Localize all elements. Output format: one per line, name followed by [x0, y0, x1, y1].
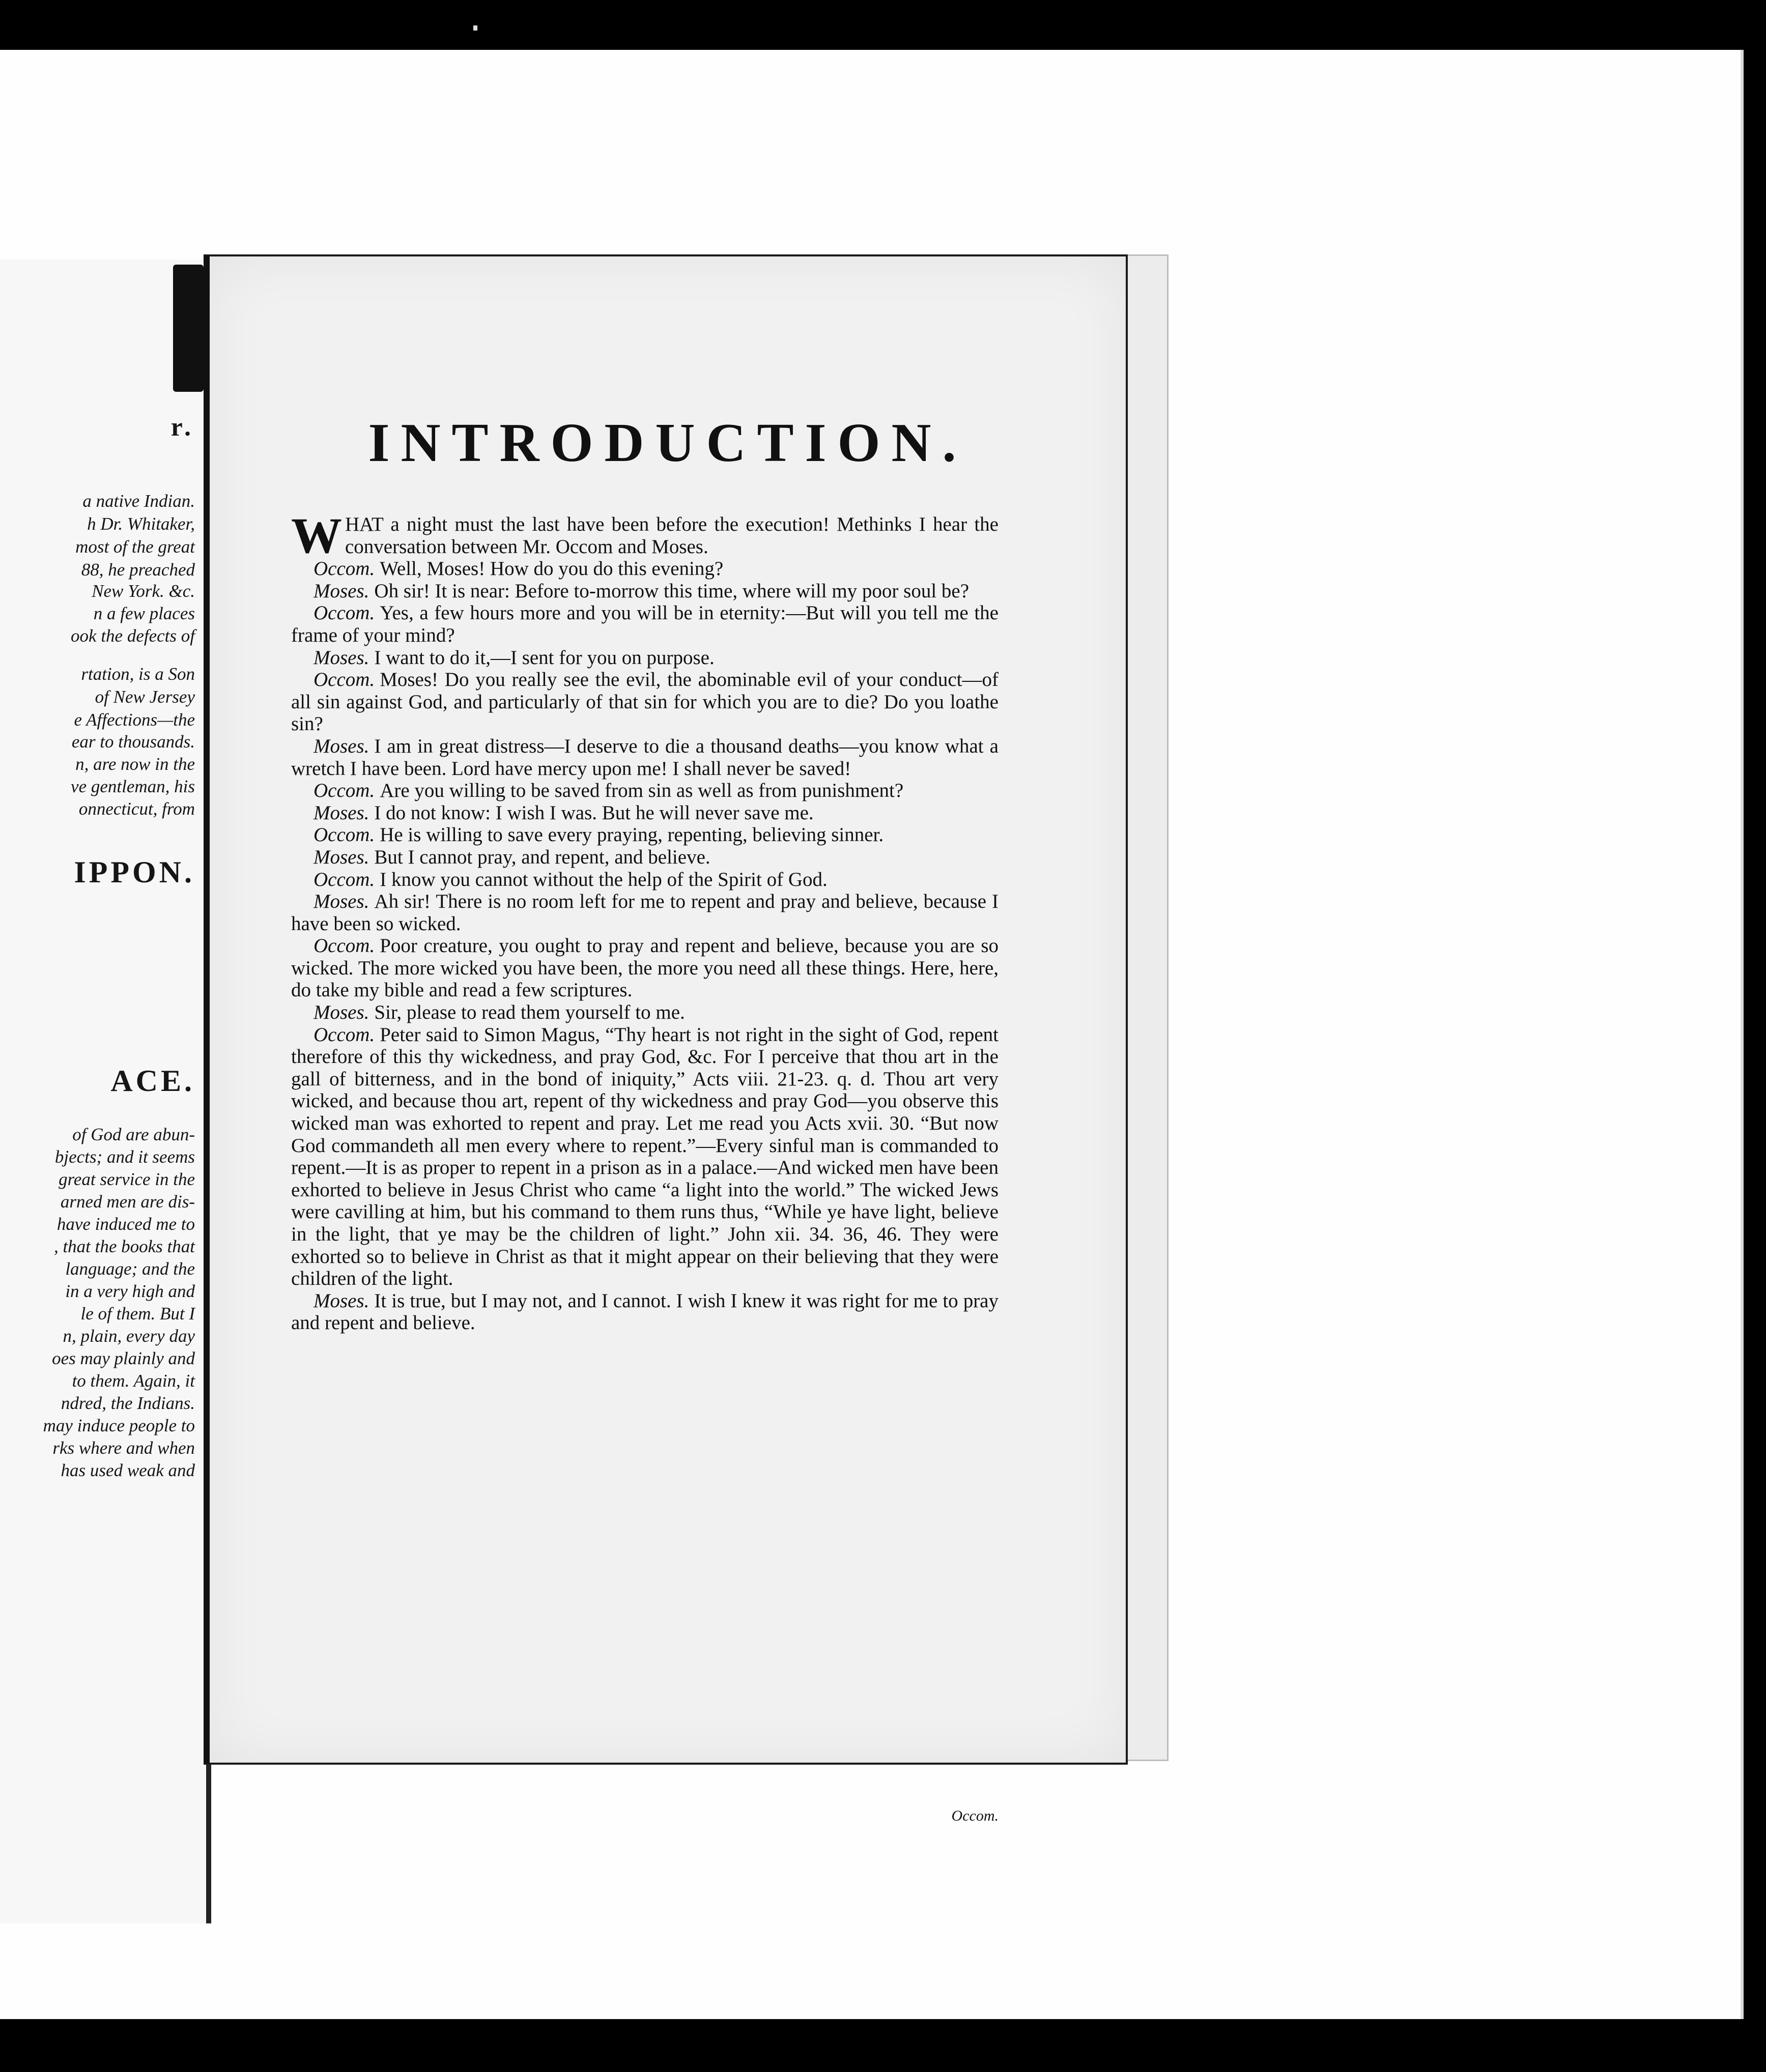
drop-cap: W — [291, 507, 342, 564]
left-fragment-line: rks where and when — [52, 1438, 195, 1458]
left-fragment-line: IPPON. — [74, 855, 195, 889]
speaker-name: Moses. — [314, 580, 369, 602]
speaker-name: Moses. — [314, 1001, 369, 1024]
left-fragment-line: n, are now in the — [75, 754, 195, 774]
left-fragment-line: a native Indian. — [82, 491, 195, 511]
speaker-name: Moses. — [314, 735, 369, 757]
left-fragment-line: oes may plainly and — [52, 1348, 195, 1368]
speaker-name: Occom. — [314, 868, 375, 890]
left-fragment-line: le of them. But I — [80, 1304, 195, 1323]
left-fragment-line: arned men are dis- — [60, 1192, 195, 1212]
speech-text: Well, Moses! How do you do this evening? — [380, 558, 724, 580]
speaker-name: Moses. — [314, 846, 369, 868]
left-fragment-line: bjects; and it seems — [54, 1147, 195, 1167]
left-fragment-line: to them. Again, it — [72, 1371, 195, 1391]
dialogue — [291, 558, 999, 1334]
speech-text: Oh sir! It is near: Before to-morrow this time, where will my poor soul be? — [374, 580, 970, 602]
speech-text: Sir, please to read them yourself to me. — [374, 1001, 685, 1024]
speaker-name: Moses. — [314, 646, 369, 669]
left-page-fragment — [0, 260, 211, 1923]
left-fragment-line: most of the great — [75, 537, 195, 557]
left-fragment-line: ook the defects of — [71, 626, 195, 646]
left-fragment-line: ve gentleman, his — [71, 776, 195, 796]
left-fragment-line: may induce people to — [43, 1416, 195, 1435]
page-body — [291, 507, 999, 1824]
opening-paragraph — [291, 507, 999, 564]
speech-text: It is true, but I may not, and I cannot. I wish I knew it was right for me to pray and repent and believe. — [291, 1289, 999, 1334]
speech-text: Yes, a few hours more and you will be in eternity:—But will you tell me the frame of your mind? — [291, 602, 999, 646]
dialogue-line — [291, 580, 999, 602]
left-fragment-line: h Dr. Whitaker, — [87, 514, 195, 534]
speech-text: I want to do it,—I sent for you on purpose. — [374, 646, 715, 669]
speech-text: I know you cannot without the help of the Spirit of God. — [380, 868, 828, 890]
dialogue-line — [291, 824, 999, 846]
dialogue-line — [291, 802, 999, 824]
opening-text: HAT a night must the last have been before the execution! Methinks I hear the conversation between Mr. Occom and Moses. — [345, 513, 999, 558]
speaker-name: Occom. — [314, 602, 375, 624]
left-fragment-line: n, plain, every day — [63, 1326, 195, 1346]
dialogue-line — [291, 735, 999, 780]
left-fragment-line: rtation, is a Son — [81, 664, 195, 684]
dialogue-line — [291, 602, 999, 646]
speaker-name: Occom. — [314, 780, 375, 802]
speaker-name: Occom. — [314, 1023, 375, 1046]
speech-text: Poor creature, you ought to pray and repent and believe, because you are so wicked. The more wicked you have been, the more you need all these things. Here, here, do take my bible and read a few scriptures. — [291, 935, 999, 1001]
speech-text: Moses! Do you really see the evil, the abominable evil of your conduct—of all sin against God, and particularly of that sin for which you are to die? Do you loathe sin? — [291, 669, 999, 735]
speech-text: I am in great distress—I deserve to die a thousand deaths—you know what a wretch I have been. Lord have mercy upon me! I shall never be saved! — [291, 735, 999, 780]
speech-text: Are you willing to be saved from sin as well as from punishment? — [380, 780, 904, 802]
speaker-name: Occom. — [314, 935, 375, 957]
dialogue-line — [291, 1024, 999, 1290]
left-fragment-line: 88, he preached — [81, 560, 195, 580]
left-fragment-line: ear to thousands. — [71, 732, 195, 752]
speech-text: I do not know: I wish I was. But he will never save me. — [374, 801, 814, 824]
book-spine — [173, 265, 204, 392]
left-fragment-line: great service in the — [59, 1169, 195, 1189]
speaker-name: Occom. — [314, 824, 375, 846]
left-fragment-line: e Affections—the — [74, 710, 195, 730]
left-fragment-line: have induced me to — [56, 1214, 195, 1234]
left-fragment-line: has used weak and — [61, 1460, 195, 1480]
left-fragment-line: language; and the — [65, 1259, 195, 1279]
dialogue-line — [291, 669, 999, 735]
speaker-name: Moses. — [314, 1289, 369, 1312]
dialogue-line — [291, 846, 999, 869]
speech-text: Peter said to Simon Magus, “Thy heart is not right in the sight of God, repent therefore of this thy wickedness, and pray God, &c. For I perceive that thou art in the gall of bitterness, and in the bond of iniquity,” Acts viii. 21-23. q. d. Thou art very wicked, and because thou art, repent of thy wickedness and pray God—you observe this wicked man was exhorted to repent and pray. Let me read you Acts xvii. 30. “But now God commandeth all men every where to repent.”—Every sinful man is commanded to repent.—It is as proper to repent in a prison as in a palace.—And wicked men have been exhorted to believe in Jesus Christ who came “a light into the world.” The wicked Jews were cavilling at him, but his command to them runs thus, “While ye have light, believe in the light, that ye may be the children of light.” John xii. 34. 36, 46. They were exhorted so to believe in Christ as that it might appear on their believing that they were children of the light. — [291, 1023, 999, 1290]
left-fragment-line: ndred, the Indians. — [61, 1393, 195, 1413]
dialogue-line — [291, 1290, 999, 1334]
dialogue-line — [291, 558, 999, 580]
catchword: Occom. — [951, 1807, 999, 1824]
dialogue-line — [291, 890, 999, 935]
left-fragment-line: New York. &c. — [92, 581, 195, 601]
page-title: INTRODUCTION. — [368, 413, 967, 473]
speech-text: Ah sir! There is no room left for me to repent and pray and believe, because I have been so wicked. — [291, 890, 999, 935]
speaker-name: Moses. — [314, 890, 369, 913]
left-fragment-line: n a few places — [93, 603, 195, 623]
speech-text: But I cannot pray, and repent, and believe. — [374, 846, 710, 868]
dialogue-line — [291, 935, 999, 1001]
left-fragment-line: onnecticut, from — [78, 799, 195, 819]
dialogue-line — [291, 869, 999, 891]
left-fragment-line: in a very high and — [65, 1281, 195, 1301]
speaker-name: Moses. — [314, 801, 369, 824]
speaker-name: Occom. — [314, 558, 375, 580]
left-fragment-line: of New Jersey — [95, 687, 195, 707]
speech-text: He is willing to save every praying, repenting, believing sinner. — [380, 824, 884, 846]
dialogue-line — [291, 780, 999, 802]
scan-speck — [473, 25, 477, 31]
dialogue-line — [291, 1001, 999, 1024]
left-fragment-line: of God are abun- — [72, 1125, 195, 1144]
left-fragment-line: , that the books that — [53, 1236, 195, 1256]
speaker-name: Occom. — [314, 669, 375, 691]
introduction-page — [204, 254, 1128, 1824]
dialogue-line — [291, 647, 999, 669]
left-fragment-line: ACE. — [110, 1064, 195, 1098]
left-fragment-line: r. — [170, 413, 195, 442]
